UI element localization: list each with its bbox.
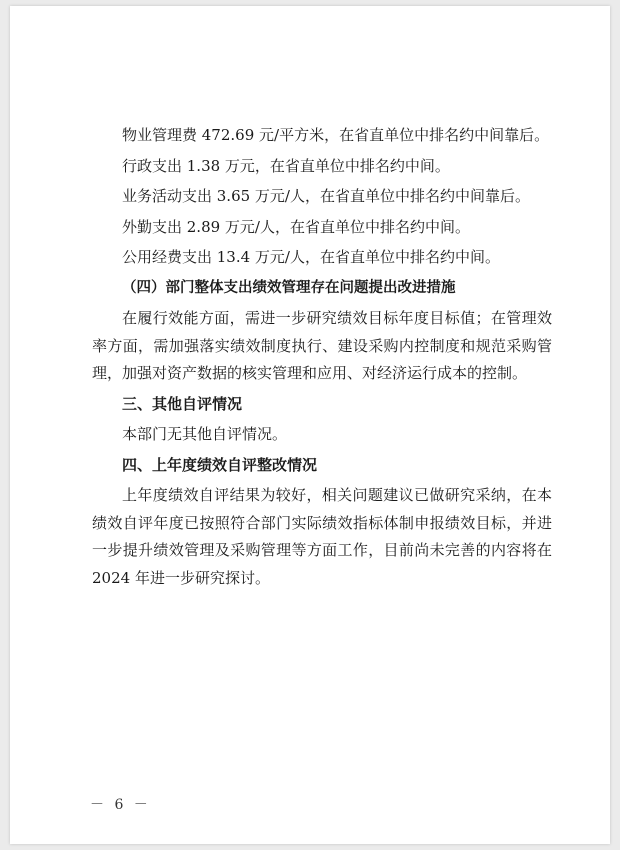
paragraph-property-fee: 物业管理费 472.69 元/平方米，在省直单位中排名约中间靠后。 [122,126,550,144]
paragraph-admin-expense: 行政支出 1.38 万元，在省直单位中排名约中间。 [122,156,450,175]
heading-other-self-evaluation: 三、其他自评情况 [122,394,243,413]
document-body [92,122,552,592]
document-page [10,6,610,844]
paragraph-no-other-evaluation: 本部门无其他自评情况。 [122,425,288,443]
page-number: － 6 － [90,797,151,813]
paragraph-field-expense: 外勤支出 2.89 万元/人，在省直单位中排名约中间。 [122,217,470,236]
paragraph-public-expense: 公用经费支出 13.4 万元/人，在省直单位中排名约中间。 [122,248,500,266]
paragraph-business-expense: 业务活动支出 3.65 万元/人，在省直单位中排名约中间靠后。 [122,187,530,205]
paragraph-previous-year-rectification: 上年度绩效自评结果为较好，相关问题建议已做研究采纳，在本绩效自评年度已按照符合部门实际绩效指标体制申报绩效目标，并进一步提升绩效管理及采购管理等方面工作，目前尚未完善的内容将在 2024 年进一步研究探讨。 [92,486,552,587]
subheading-improvement-measures: （四）部门整体支出绩效管理存在问题提出改进措施 [122,279,456,296]
heading-previous-year-rectification: 四、上年度绩效自评整改情况 [122,455,318,474]
paragraph-improvement-measures: 在履行效能方面，需进一步研究绩效目标年度目标值；在管理效率方面，需加强落实绩效制度执行、建设采购内控制度和规范采购管理，加强对资产数据的核实管理和应用、对经济运行成本的控制。 [92,309,552,382]
